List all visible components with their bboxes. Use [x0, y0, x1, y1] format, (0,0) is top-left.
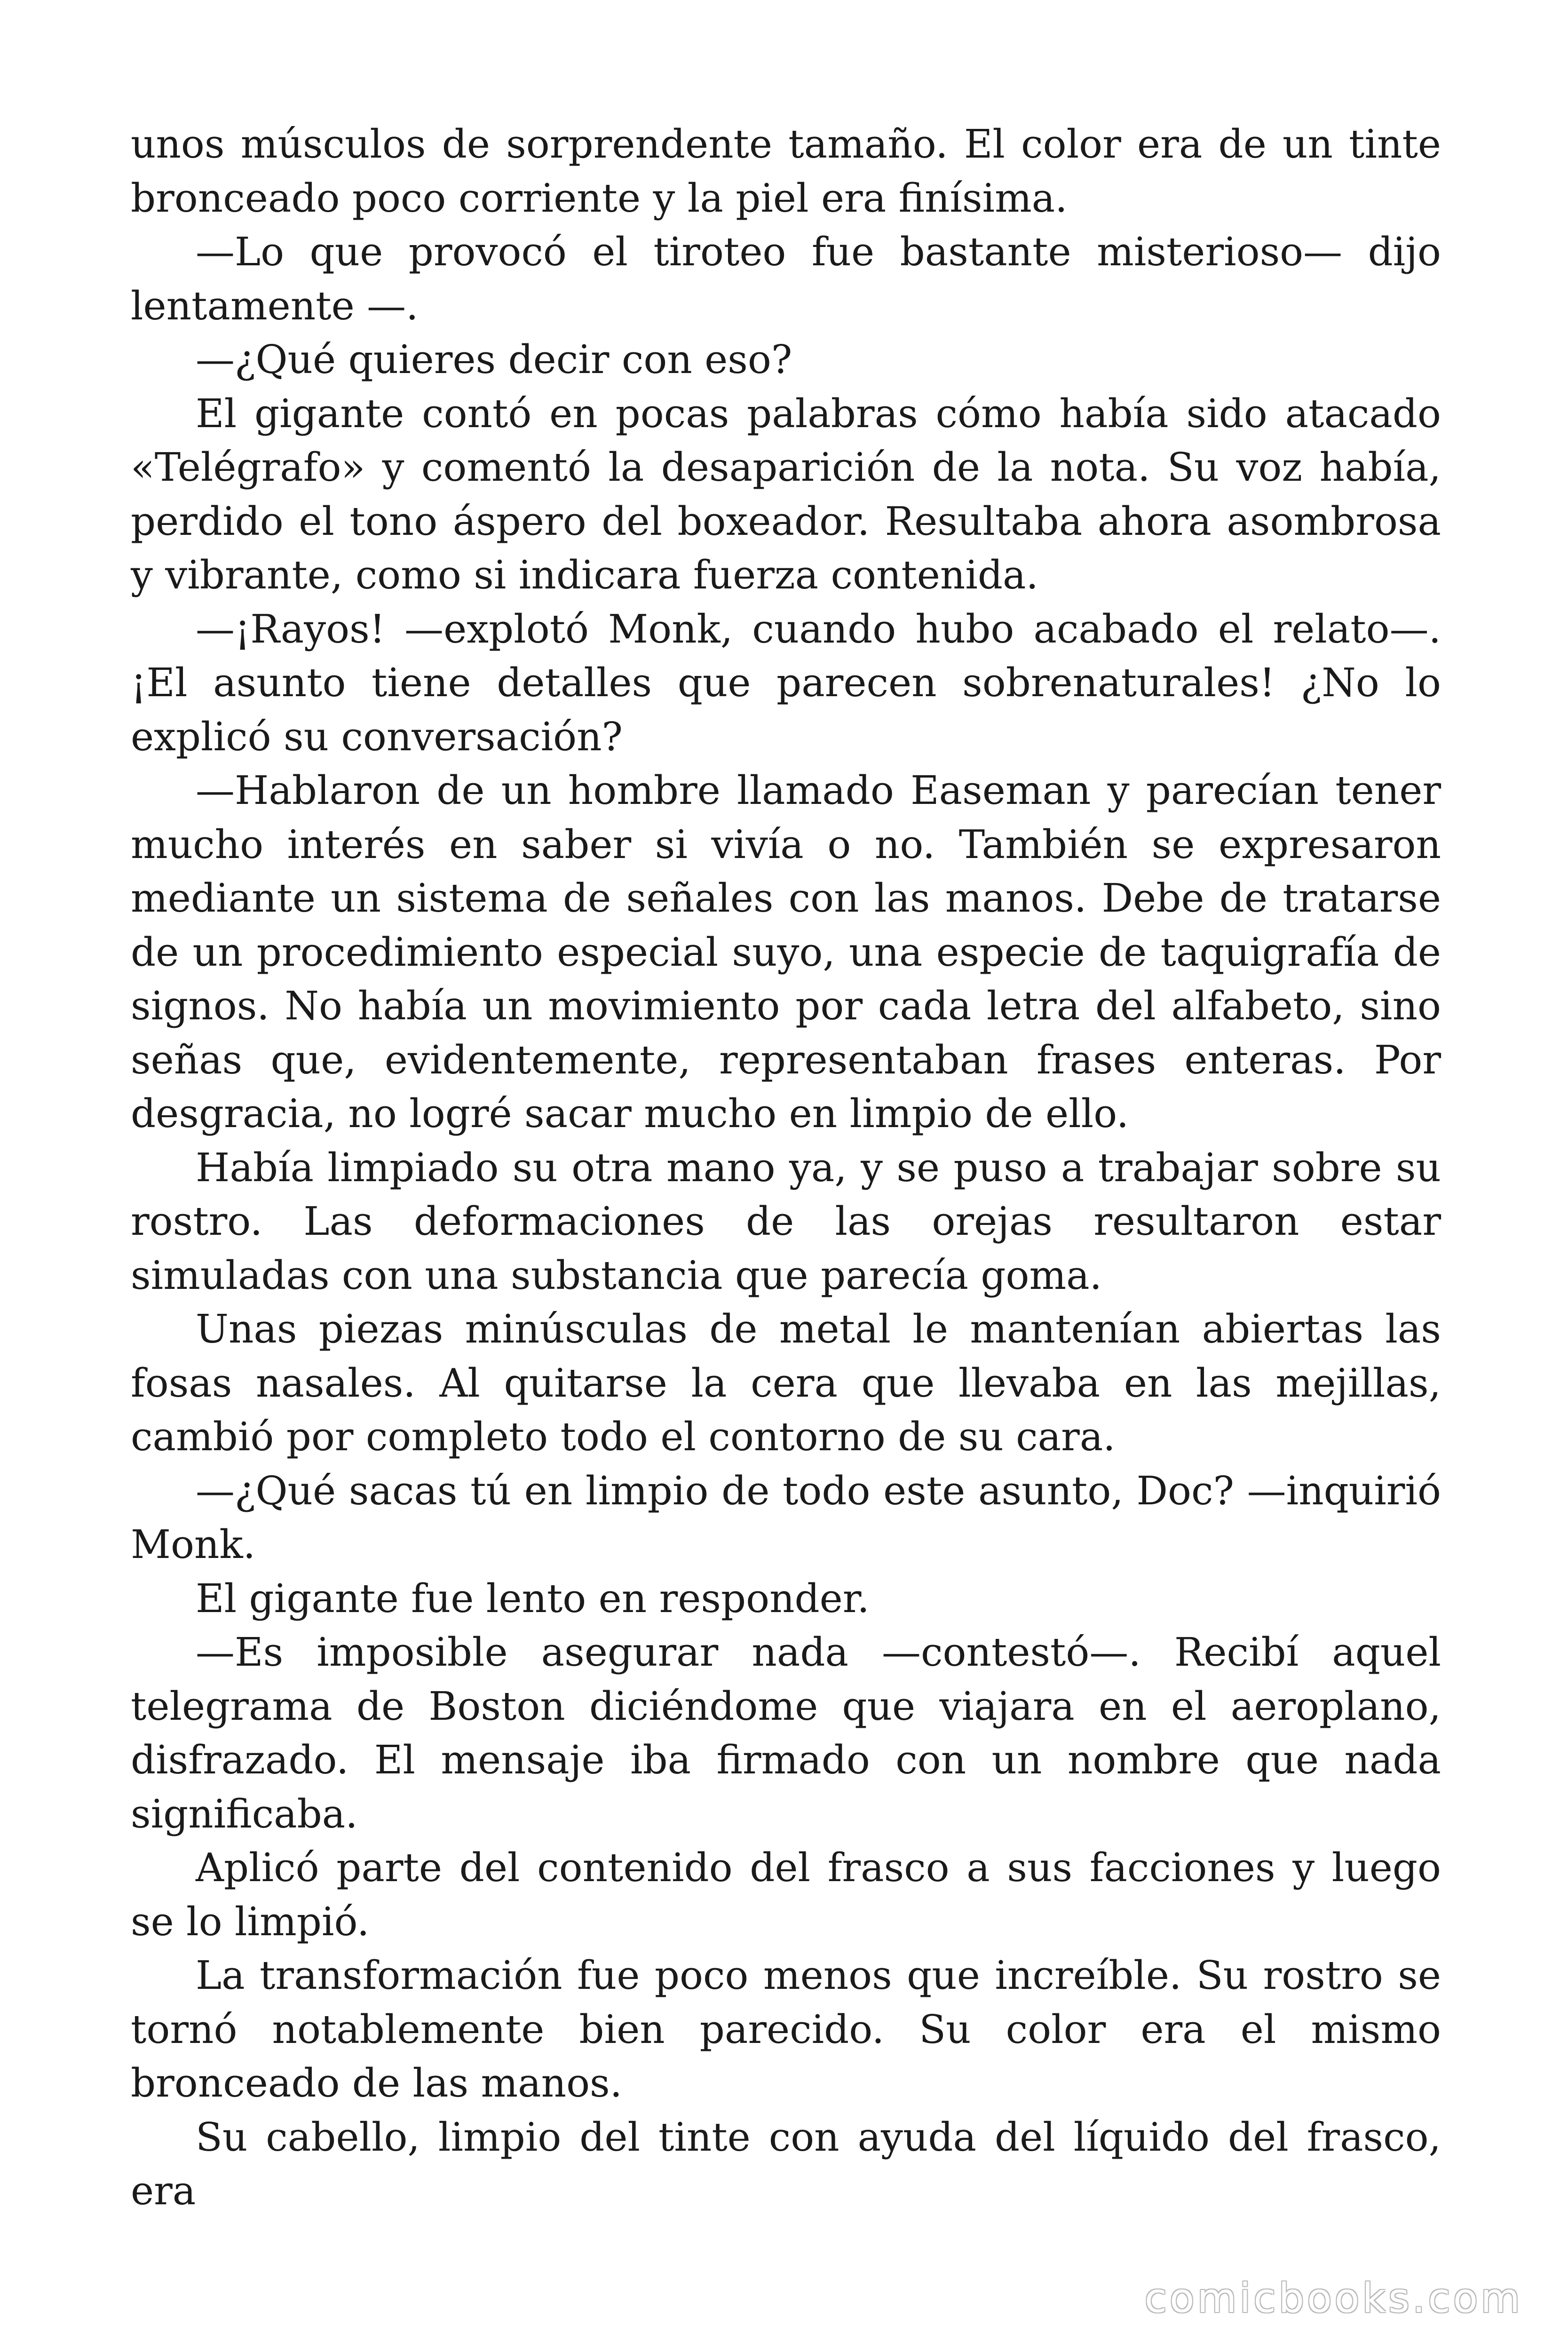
paragraph: —Es imposible asegurar nada —contestó—. Recibí aquel telegrama de Boston diciéndome que viajara en el aeroplano, disfrazado. El mensaje iba firmado con un nombre que nada significaba.	[131, 1629, 1441, 1837]
paragraph: Aplicó parte del contenido del frasco a sus facciones y luego se lo limpió.	[131, 1845, 1441, 1945]
paragraph: El gigante contó en pocas palabras cómo había sido atacado «Telégrafo» y comentó la desaparición de la nota. Su voz había, perdido el tono áspero del boxeador. Resultaba ahora asombrosa y vibrante, como si indicara fuerza contenida.	[131, 390, 1441, 598]
paragraph: —¡Rayos! —explotó Monk, cuando hubo acabado el relato—. ¡El asunto tiene detalles que parecen sobrenaturales! ¿No lo explicó su conversación?	[131, 606, 1441, 760]
paragraph: —¿Qué sacas tú en limpio de todo este asunto, Doc? —inquirió Monk.	[131, 1468, 1441, 1567]
paragraph: La transformación fue poco menos que increíble. Su rostro se tornó notablemente bien parecido. Su color era el mismo bronceado de las manos.	[131, 1953, 1441, 2106]
paragraph: Unas piezas minúsculas de metal le mantenían abiertas las fosas nasales. Al quitarse la cera que llevaba en las mejillas, cambió por completo todo el contorno de su cara.	[131, 1306, 1441, 1460]
paragraph-last-line: Su cabello, limpio del tinte con ayuda del líquido del frasco, era	[131, 2114, 1441, 2214]
paragraph: —¿Qué quieres decir con eso?	[196, 337, 792, 382]
watermark: comicbooks.com	[1144, 2275, 1523, 2322]
paragraph: —Hablaron de un hombre llamado Easeman y parecían tener mucho interés en saber si vivía o no. También se expresaron mediante un sistema de señales con las manos. Debe de tratarse de un procedimiento especial suyo, una especie de taquigrafía de signos. No había un movimiento por cada letra del alfabeto, sino señas que, evidentemente, representaban frases enteras. Por desgracia, no logré sacar mucho en limpio de ello.	[131, 768, 1441, 1136]
paragraph: —Lo que provocó el tiroteo fue bastante misterioso— dijo lentamente —.	[131, 229, 1441, 329]
paragraph: Había limpiado su otra mano ya, y se puso a trabajar sobre su rostro. Las deformaciones de las orejas resultaron estar simuladas con una substancia que parecía goma.	[131, 1144, 1441, 1298]
page-body	[131, 118, 1441, 2218]
paragraph: unos músculos de sorprendente tamaño. El color era de un tinte bronceado poco corriente y la piel era finísima.	[131, 121, 1441, 221]
paragraph: El gigante fue lento en responder.	[196, 1575, 870, 1621]
